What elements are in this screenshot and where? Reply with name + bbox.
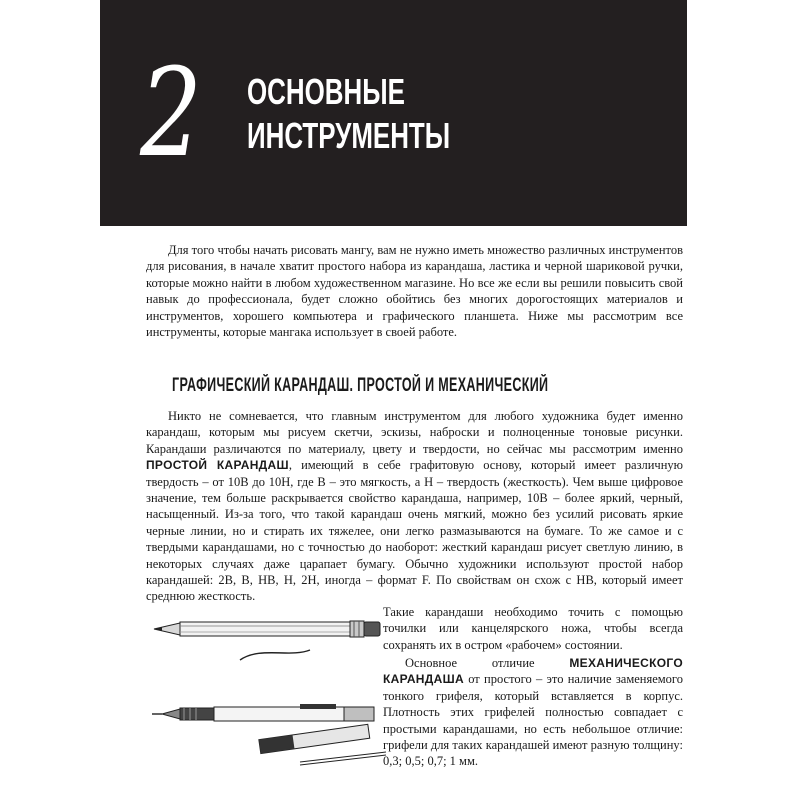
chapter-title — [247, 70, 450, 158]
pencil-paragraph — [146, 408, 683, 605]
section-heading: ГРАФИЧЕСКИЙ КАРАНДАШ. ПРОСТОЙ И МЕХАНИЧЕСКИЙ — [172, 375, 549, 396]
wooden-pencil-icon — [150, 606, 390, 666]
chapter-number: 2 — [140, 42, 203, 184]
mechanical-text-rest: от простого – это наличие заменяемого тонкого грифеля, который вставляется в корпус. Плотность этих грифелей полностью совпадает с простыми карандашами, но есть небольшое отличие: грифели для таких карандашей имеют разную толщину: 0,3; 0,5; 0,7; 1 мм. — [383, 672, 683, 769]
mechanical-pencil-icon — [150, 700, 390, 770]
mechanical-paragraph — [383, 655, 683, 770]
chapter-title-line1: ОСНОВНЫЕ — [247, 71, 405, 112]
mechanical-text-start: Основное отличие — [405, 656, 570, 670]
simple-pencil-highlight: ПРОСТОЙ КАРАНДАШ — [146, 458, 289, 473]
pencil-text-start: Никто не сомневается, что главным инструментом для любого художника будет именно карандаш, которым мы рисуем скетчи, эскизы, наброски и полноценные тоновые рисунки. Карандаши различаются по материалу, цвету и твердости, но сейчас мы рассмотрим именно — [146, 409, 683, 456]
sharpening-paragraph: Такие карандаши необходимо точить с помощью точилки или канцелярского ножа, чтобы всегда сохранять их в остром «рабочем» состоянии. — [383, 605, 683, 652]
mechanical-pencil-highlight: МЕХАНИЧЕСКОГО КАРАНДАША — [383, 656, 683, 687]
intro-paragraph: Для того чтобы начать рисовать мангу, вам не нужно иметь множество различных инструментов для рисования, в начале хватит простого набора из карандаша, ластика и черной шариковой ручки, которые можно найти в любом художественном магазине. Но все же если вы решили повысить свой навык до профессионала, будет сложно обойтись без многих дорогостоящих материалов и инструментов, хорошего компьютера и графического планшета. Ниже мы рассмотрим все инструменты, которые мангака использует в своей работе. — [146, 243, 683, 340]
chapter-title-line2: ИНСТРУМЕНТЫ — [247, 115, 451, 156]
pencil-text-rest: , имеющий в себе графитовую основу, который имеет различную твердость – от 10В до 10Н, где В – это мягкость, а Н – твердость (жесткость). Чем выше цифровое значение, тем больше раскрывается свойство карандаша, например, 10В – более яркий, черный, насыщенный. Из-за того, что такой карандаш очень мягкий, можно без усилий рисовать яркие черные линии, но и стирать их тяжелее, они легко размазываются на бумаге. То же самое и с твердыми карандашами, но с точностью до наоборот: жесткий карандаш рисует светлую линию, в некоторых случаях даже царапает бумагу. Обычно художники используют простой набор карандашей: 2В, В, НВ, Н, 2Н, иногда – формат F. По свойствам он схож с НВ, который имеет среднюю жесткость. — [146, 458, 683, 604]
